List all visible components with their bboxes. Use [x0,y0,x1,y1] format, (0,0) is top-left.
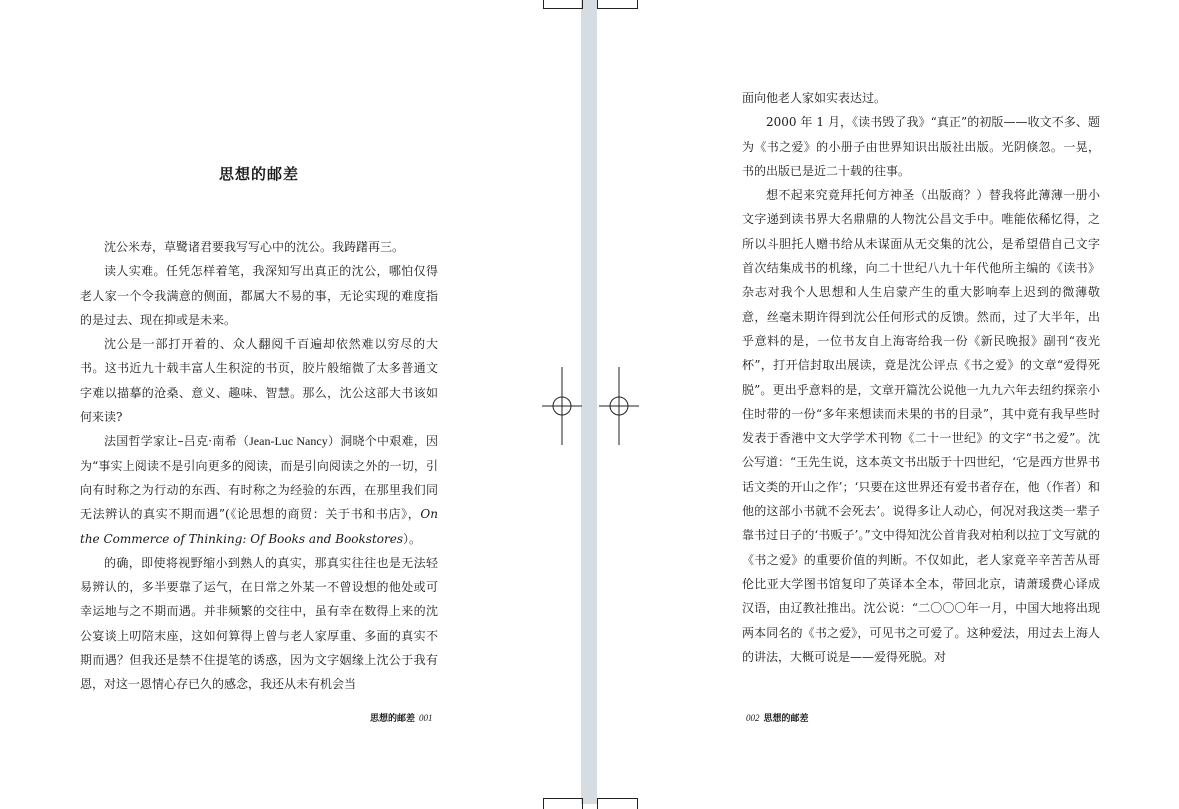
spine-gutter [581,0,597,804]
page-number: 002 [746,713,760,723]
text-segment: 面向他老人家如实表达过。 [742,91,887,105]
text-segment: ）。 [403,531,422,546]
registration-mark-icon [599,367,639,445]
paragraph [80,429,438,550]
running-head-title: 思想的邮差 [763,714,809,724]
text-segment: 2000 年 1 月，《读书毁了我》“真正”的初版——收文不多、题为《书之爱》的小册子由世界知识出版社出版。光阴倏忽。一晃，书的出版已是近二十载的往事。 [742,115,1100,178]
text-segment: 沈公是一部打开着的、众人翻阅千百遍却依然难以穷尽的大书。这书近九十载丰富人生积淀的书页，胶片般缩微了太多普通文字难以描摹的沧桑、意义、趣味、智慧。那么，沈公这部大书该如何来读? [80,337,438,425]
text-segment: 的确，即使将视野缩小到熟人的真实，那真实往往也是无法轻易辨认的，多半要靠了运气，在日常之外某一不曾设想的他处或可幸运地与之不期而遇。并非频繁的交往中，虽有幸在数得上来的沈公宴谈上叨陪末座，这如何算得上曾与老人家厚重、多面的真实不期而遇？但我还是禁不住提笔的诱惑，因为文字姻缘上沈公于我有恩，对这一恩情心存已久的感念，我还从未有机会当 [80,555,438,692]
paragraph [80,332,438,429]
text-segment: 想不起来究竟拜托何方神圣（出版商？）替我将此薄薄一册小文字递到读书界大名鼎鼎的人物沈公昌文手中。唯能依稀忆得，之所以斗胆托人赠书给从未谋面从无交集的沈公，是希望借自己文字首次结集成书的机缘，向二十世纪八九十年代他所主编的《读书》杂志对我个人思想和人生启蒙产生的重大影响奉上迟到的微薄敬意，丝毫未期许得到沈公任何形式的反馈。然而，过了大半年，出乎意料的是，一位书友自上海寄给我一份《新民晚报》副刊“夜光杯”，打开信封取出展读，竟是沈公评点《书之爱》的文章“爱得死脱”。更出乎意料的是，文章开篇沈公说他一九九六年去纽约探亲小住时带的一份“多年来想读而未果的书的目录”，其中竟有我早些时发表于香港中文大学学术刊物《二十一世纪》的文字“书之爱”。沈公写道：“王先生说，这本英文书出版于十四世纪，‘它是西方世界书话文类的开山之作’；‘只要在这世界还有爱书者存在，他（作者）和他的这部小书就不会死去’。说得多让人动心，何况对我这类一辈子靠书过日子的‘书贩子’。”文中得知沈公首肯我对柏利以拉丁文写就的《书之爱》的重要价值的判断。不仅如此，老人家竟辛辛苦苦从哥伦比亚大学图书馆复印了英译本全本，带回北京，请萧瑗费心译成汉语，由辽教社推出。沈公说：“二〇〇〇年一月，中国大地将出现两本同名的《书之爱》，可见书之可爱了。这种爱法，用过去上海人的讲法，大概可说是——爱得死脱。对 [742,188,1100,664]
crop-mark-top-left [543,0,583,9]
running-head-title: 思想的邮差 [370,714,416,724]
text-segment: ）洞晓个中艰难，因为“事实上阅读不是引向更多的阅读，而是引向阅读之外的一切，引向有时称之为行动的东西、有时称之为经验的东西，在那里我们同无法辨认的真实不期而遇”(《论思想的商贸：关于书和书店》， [80,434,438,522]
text-segment: 沈公米寿，草鹭诸君要我写写心中的沈公。我踌躇再三。 [104,240,405,254]
paragraph [742,183,1100,669]
paragraph [80,235,438,259]
text-segment: On the Commerce of Thinking: Of Books and Bookstores [80,507,438,546]
paragraph [742,110,1100,183]
page-number: 001 [419,713,433,723]
right-page [597,0,1179,804]
text-segment: 读人实难。任凭怎样着笔，我深知写出真正的沈公，哪怕仅得老人家一个令我满意的侧面，都属大不易的事，无论实现的难度指的是过去、现在抑或是未来。 [80,264,438,327]
paragraph [80,259,438,332]
crop-mark-top-right [597,0,638,9]
left-page-footer [370,711,437,724]
registration-mark-icon [542,367,582,445]
left-page-body [80,235,438,697]
right-page-footer [742,711,809,724]
right-page-body [742,86,1100,669]
text-segment: 法国哲学家让–吕克·南希（ [104,434,250,449]
paragraph [80,551,438,697]
left-page [0,0,581,804]
text-segment: Jean-Luc Nancy [249,434,328,449]
paragraph [742,86,1100,110]
chapter-title: 思想的邮差 [218,165,299,183]
